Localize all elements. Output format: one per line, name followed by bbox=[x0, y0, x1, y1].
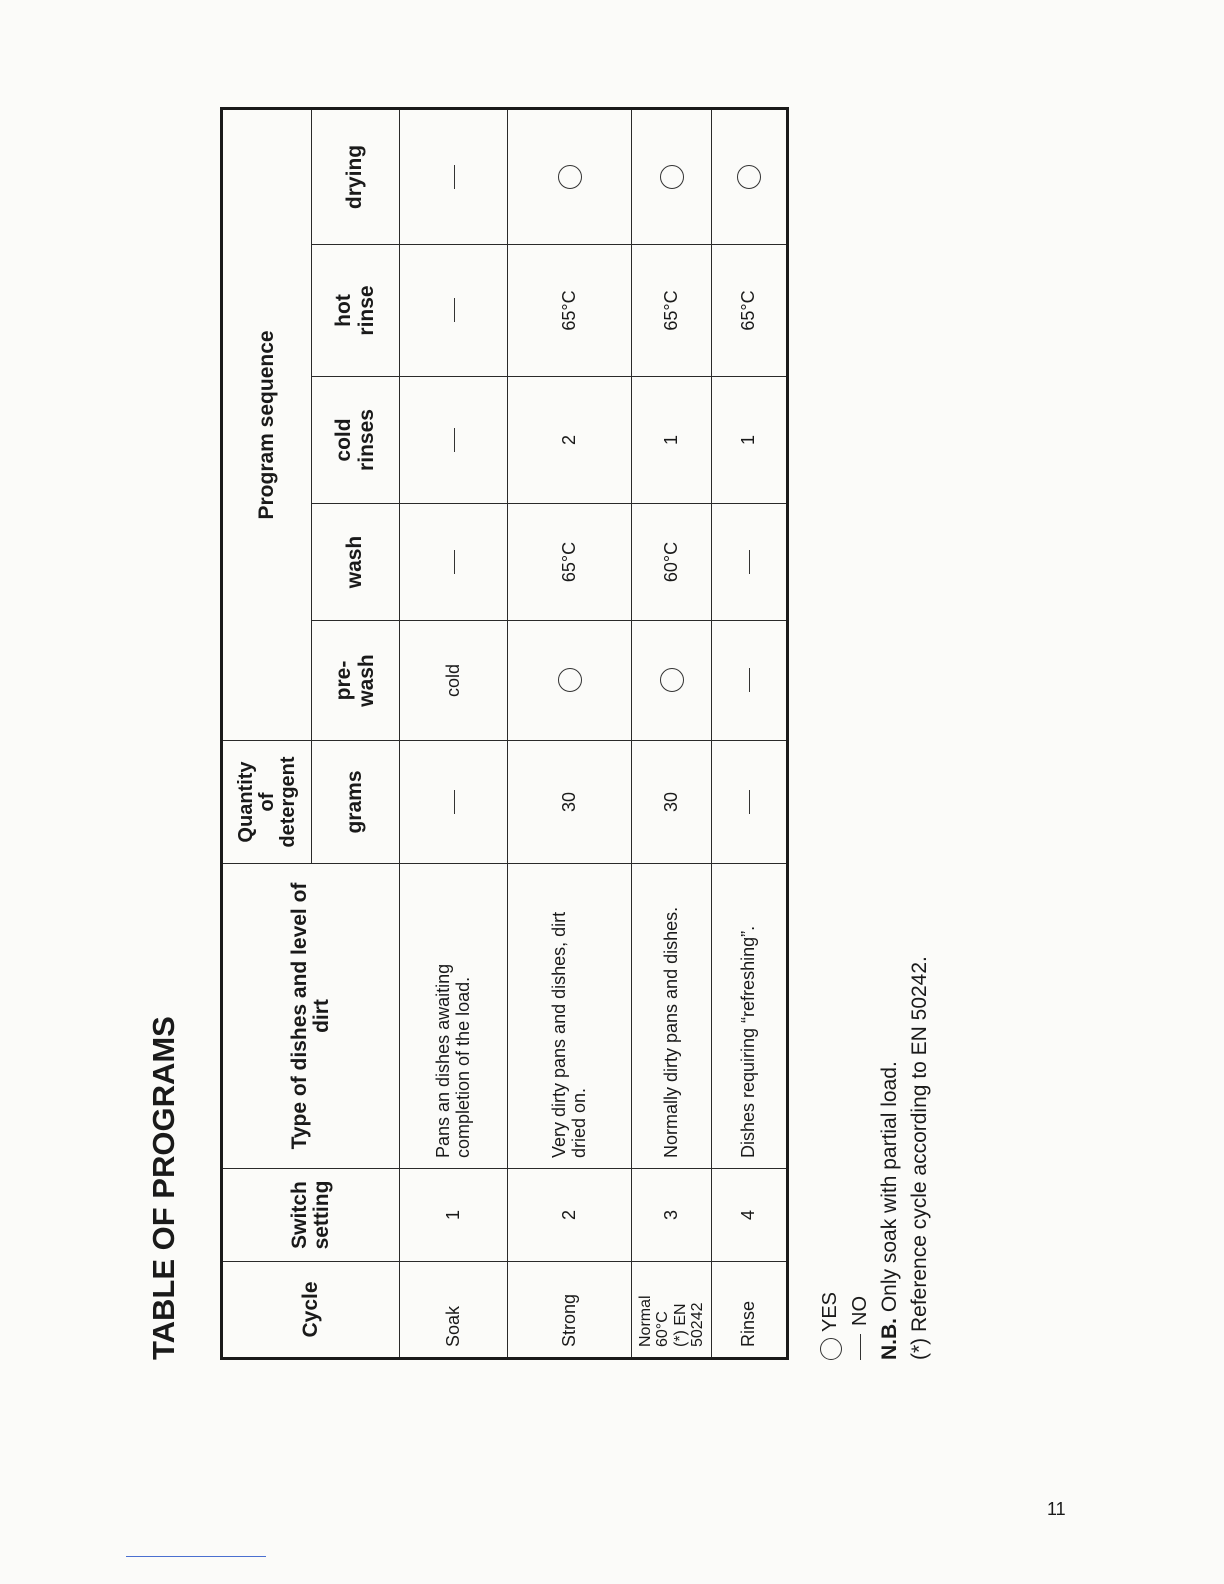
circle-icon bbox=[660, 669, 684, 693]
circle-icon bbox=[558, 165, 582, 189]
dash-icon bbox=[749, 790, 750, 814]
nb-text: Only soak with partial load. bbox=[878, 1061, 901, 1318]
rotated-page-content bbox=[140, 110, 931, 1360]
cell-description: Dishes requiring “refreshing”. bbox=[712, 864, 788, 1169]
header-cold-rinses: cold rinses bbox=[312, 377, 400, 504]
dash-icon bbox=[749, 550, 750, 574]
link-underline bbox=[126, 1556, 266, 1557]
legend-no-label: NO bbox=[849, 1296, 871, 1326]
cell-switch-setting: 1 bbox=[400, 1169, 508, 1262]
legend-yes-label: YES bbox=[819, 1291, 841, 1332]
cell-description: Very dirty pans and dishes, dirt dried on. bbox=[508, 864, 632, 1169]
cell-wash: 60°C bbox=[632, 504, 712, 621]
cell-drying bbox=[632, 108, 712, 244]
legend-yes bbox=[815, 956, 845, 1360]
cell-cold-rinses: 1 bbox=[632, 377, 712, 504]
cell-grams: 30 bbox=[632, 741, 712, 864]
circle-icon bbox=[558, 669, 582, 693]
dash-icon bbox=[454, 165, 455, 189]
circle-icon bbox=[737, 165, 761, 189]
cell-grams: 30 bbox=[508, 741, 632, 864]
table-row bbox=[712, 108, 788, 1358]
cell-hot-rinse: 65°C bbox=[712, 245, 788, 377]
header-wash: wash bbox=[312, 504, 400, 621]
header-hot-rinse: hot rinse bbox=[312, 245, 400, 377]
dash-icon bbox=[454, 790, 455, 814]
cell-cold-rinses: 2 bbox=[508, 377, 632, 504]
cell-drying bbox=[400, 108, 508, 244]
cell-hot-rinse bbox=[400, 245, 508, 377]
cell-cold-rinses: 1 bbox=[712, 377, 788, 504]
nb-note bbox=[875, 956, 905, 1360]
nb-label: N.B. bbox=[878, 1318, 901, 1360]
dash-icon bbox=[749, 669, 750, 693]
table-row bbox=[632, 108, 712, 1358]
cell-wash: 65°C bbox=[508, 504, 632, 621]
table-row bbox=[400, 108, 508, 1358]
header-switch-setting: Switch setting bbox=[222, 1169, 400, 1262]
cell-cycle: Rinse bbox=[712, 1262, 788, 1359]
table-body bbox=[400, 108, 788, 1358]
circle-icon bbox=[820, 1338, 842, 1360]
dash-icon bbox=[454, 299, 455, 323]
header-type-of-dishes: Type of dishes and level of dirt bbox=[222, 864, 400, 1169]
cell-description: Normally dirty pans and dishes. bbox=[632, 864, 712, 1169]
header-pre-wash: pre- wash bbox=[312, 621, 400, 741]
reference-note: (*) Reference cycle according to EN 50242. bbox=[908, 956, 931, 1360]
cell-grams bbox=[712, 741, 788, 864]
cell-pre-wash bbox=[632, 621, 712, 741]
cell-switch-setting: 3 bbox=[632, 1169, 712, 1262]
cell-wash bbox=[400, 504, 508, 621]
circle-icon bbox=[660, 165, 684, 189]
header-grams: grams bbox=[312, 741, 400, 864]
cell-switch-setting: 4 bbox=[712, 1169, 788, 1262]
cell-pre-wash: cold bbox=[400, 621, 508, 741]
legend bbox=[815, 956, 935, 1360]
cell-grams bbox=[400, 741, 508, 864]
cell-cycle: Soak bbox=[400, 1262, 508, 1359]
cell-hot-rinse: 65°C bbox=[508, 245, 632, 377]
cell-description: Pans an dishes awaiting completion of the load. bbox=[400, 864, 508, 1169]
cell-cold-rinses bbox=[400, 377, 508, 504]
dash-icon bbox=[860, 1334, 861, 1360]
header-drying: drying bbox=[312, 108, 400, 244]
table-row bbox=[508, 108, 632, 1358]
header-quantity-of-detergent: Quantity of detergent bbox=[222, 741, 312, 864]
cell-cycle: Strong bbox=[508, 1262, 632, 1359]
header-cycle: Cycle bbox=[222, 1262, 400, 1359]
cell-drying bbox=[712, 108, 788, 244]
cell-pre-wash bbox=[508, 621, 632, 741]
dash-icon bbox=[454, 428, 455, 452]
cell-wash bbox=[712, 504, 788, 621]
cell-pre-wash bbox=[712, 621, 788, 741]
cell-drying bbox=[508, 108, 632, 244]
cell-switch-setting: 2 bbox=[508, 1169, 632, 1262]
page-number: 11 bbox=[1047, 1499, 1066, 1519]
programs-table bbox=[220, 107, 789, 1360]
cell-hot-rinse: 65°C bbox=[632, 245, 712, 377]
cell-cycle: Normal 60°C (*) EN 50242 bbox=[632, 1262, 712, 1359]
legend-no bbox=[845, 956, 875, 1360]
dash-icon bbox=[454, 550, 455, 574]
header-program-sequence: Program sequence bbox=[222, 108, 312, 740]
page-title: TABLE OF PROGRAMS bbox=[146, 1016, 181, 1360]
